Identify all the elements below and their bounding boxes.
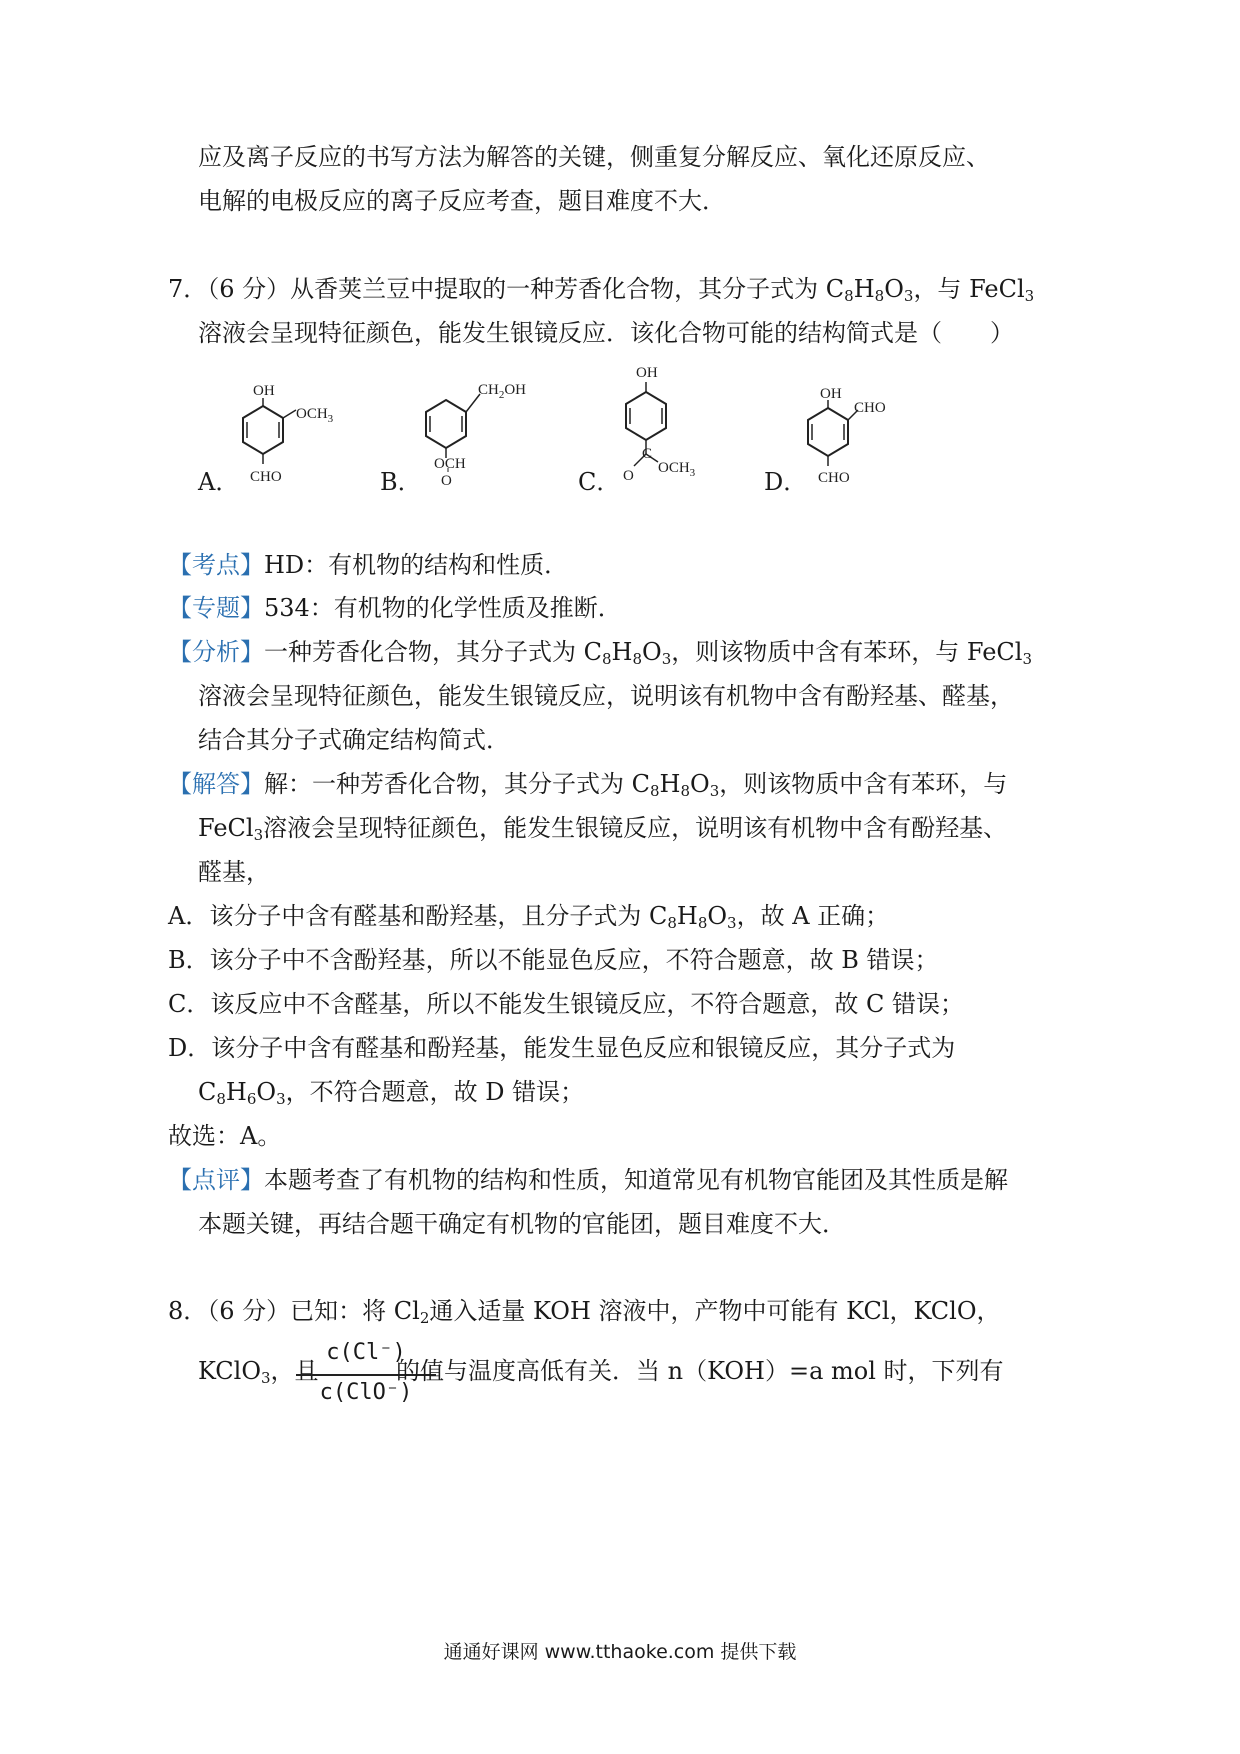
zhuanti-tag: 【专题】: [168, 594, 264, 622]
guxuan-line: 故选：A。: [168, 1122, 282, 1150]
dianping-line-1: 【点评】本题考查了有机物的结构和性质，知道常见有机物官能团及其性质是解: [168, 1166, 1008, 1194]
answer-d-line-2: $C_8H_6O_3$，不符合题意，故 D 错误；: [198, 1078, 585, 1108]
svg-text:OH: OH: [636, 365, 658, 381]
option-c-structure: [606, 362, 716, 490]
kaodian-tag: 【考点】: [168, 551, 264, 579]
prev-line-1: 应及离子反应的书写方法为解答的关键，侧重复分解反应、氧化还原反应、: [198, 143, 990, 171]
svg-text:CHO: CHO: [818, 470, 850, 486]
svg-text:CHO: CHO: [854, 400, 886, 416]
svg-text:OCH: OCH: [434, 456, 466, 472]
fraction-numerator: c(Cl⁻): [326, 1340, 406, 1365]
answer-b-line: B．该分子中不含酚羟基，所以不能显色反应，不符合题意，故 B 错误；: [168, 946, 939, 974]
option-a-label: A．: [198, 468, 240, 496]
fenxi-line-1: 【分析】一种芳香化合物，其分子式为 $C_8H_8O_3$，则该物质中含有苯环，与 FeCl$_3$: [168, 638, 1033, 668]
jieda-line-3: 醛基，: [198, 858, 270, 886]
svg-text:O: O: [623, 468, 634, 484]
prev-line-2: 电解的电极反应的离子反应考查，题目难度不大．: [198, 187, 726, 215]
option-a-structure: [228, 378, 348, 492]
fenxi-line-2: 溶液会呈现特征颜色，能发生银镜反应，说明该有机物中含有酚羟基、醛基，: [198, 682, 1014, 710]
q8-stem-line-2a: KClO$_3$，且: [198, 1357, 319, 1387]
svg-text:C: C: [642, 446, 653, 462]
q7-stem-line-2: 溶液会呈现特征颜色，能发生银镜反应．该化合物可能的结构简式是（ ）: [198, 319, 1014, 347]
svg-text:O: O: [441, 473, 452, 488]
page-footer: 通通好课网 www.tthaoke.com 提供下载: [443, 1641, 797, 1663]
dianping-tag: 【点评】: [168, 1166, 264, 1194]
svg-text:CH2OH: $CH_2OH$: [478, 382, 527, 401]
option-b-structure: [410, 372, 540, 492]
option-d-structure: [792, 384, 902, 492]
svg-text:OCH3: $OCH_3$: [296, 406, 334, 425]
answer-d-line-1: D．该分子中含有醛基和酚羟基，能发生显色反应和银镜反应，其分子式为: [168, 1034, 956, 1062]
svg-text:CHO: CHO: [250, 469, 282, 485]
answer-a-line: A．该分子中含有醛基和酚羟基，且分子式为 $C_8H_8O_3$，故 A 正确；: [168, 902, 890, 932]
svg-text:OCH3: $OCH_3$: [658, 460, 696, 479]
fenxi-line-3: 结合其分子式确定结构简式．: [198, 726, 510, 754]
kaodian-line: 【考点】HD：有机物的结构和性质．: [168, 551, 569, 579]
jieda-tag: 【解答】: [168, 770, 264, 798]
dianping-line-2: 本题关键，再结合题干确定有机物的官能团，题目难度不大．: [198, 1210, 846, 1238]
option-c-label: C．: [578, 468, 621, 496]
option-b-label: B．: [380, 468, 422, 496]
a-oh-text: OH: [253, 383, 275, 399]
zhuanti-line: 【专题】534：有机物的化学性质及推断．: [168, 594, 622, 622]
q7-stem-line-1: 7．（6 分）从香荚兰豆中提取的一种芳香化合物，其分子式为 $C_8H_8O_3$，与 FeCl$_3$: [168, 275, 1035, 305]
q8-stem-line-1: 8．（6 分）已知：将 $Cl_2$通入适量 KOH 溶液中，产物中可能有 KCl，KClO，: [168, 1297, 1001, 1327]
option-d-label: D．: [764, 468, 808, 496]
fenxi-tag: 【分析】: [168, 638, 264, 666]
q8-stem-line-2b: 的值与温度高低有关．当 n（KOH）=a mol 时，下列有: [396, 1357, 1004, 1385]
jieda-line-1: 【解答】解：一种芳香化合物，其分子式为 $C_8H_8O_3$，则该物质中含有苯环，与: [168, 770, 1008, 800]
answer-c-line: C．该反应中不含醛基，所以不能发生银镜反应，不符合题意，故 C 错误；: [168, 990, 964, 1018]
svg-text:OH: OH: [820, 386, 842, 402]
jieda-line-2: FeCl$_3$溶液会呈现特征颜色，能发生银镜反应，说明该有机物中含有酚羟基、: [198, 814, 1008, 844]
fraction-denominator: c(ClO⁻): [319, 1380, 413, 1405]
